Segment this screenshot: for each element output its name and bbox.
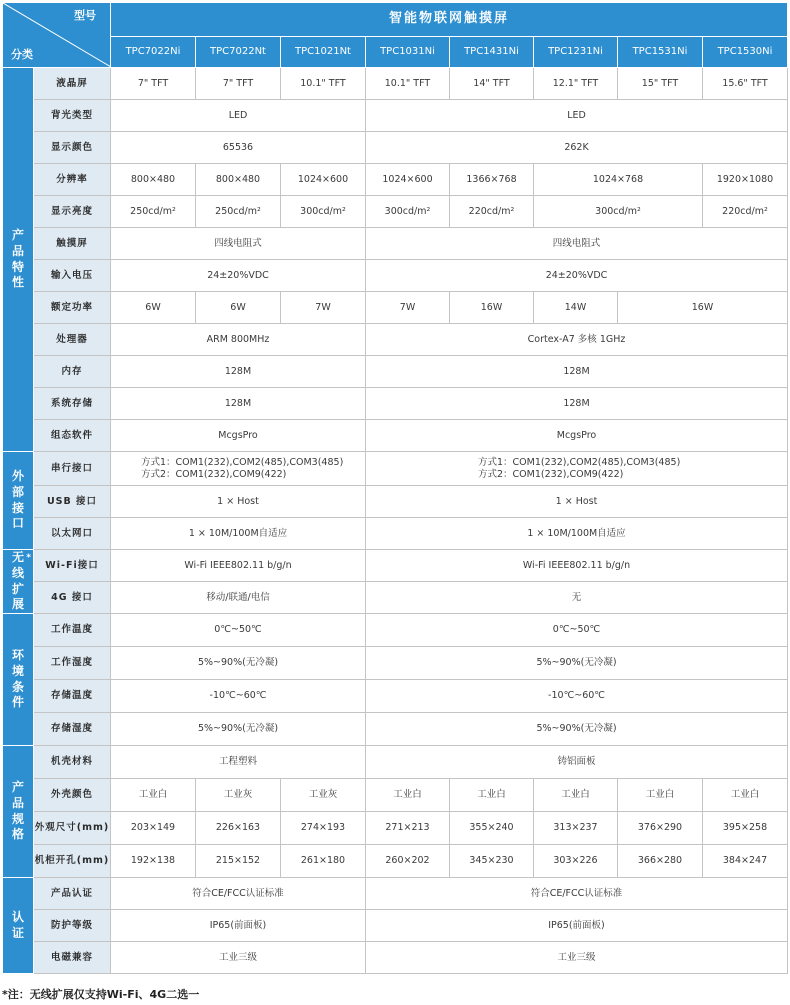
row-label: 液晶屏 (34, 68, 111, 100)
cell: 1366×768 (450, 164, 534, 196)
cell: 1 × 10M/100M自适应 (111, 518, 366, 550)
cell (111, 452, 366, 486)
row-label: 电磁兼容 (34, 942, 111, 974)
cell: McgsPro (366, 420, 788, 452)
model-row (3, 37, 788, 68)
category-cert: 认证 (3, 878, 34, 974)
row-4g (3, 582, 788, 614)
cell: LED (111, 100, 366, 132)
row-work-humidity (3, 647, 788, 680)
cell: 6W (196, 292, 281, 324)
cell: 128M (111, 388, 366, 420)
cell: 300cd/m² (281, 196, 366, 228)
cell: 15" TFT (618, 68, 703, 100)
serial-mode-2: 方式2：COM1(232),COM9(422) (141, 468, 287, 480)
cell: 7W (366, 292, 450, 324)
row-label: 背光类型 (34, 100, 111, 132)
cell: 5%~90%(无冷凝) (111, 713, 366, 746)
row-dimensions (3, 812, 788, 845)
cell: 无 (366, 582, 788, 614)
header-row (3, 3, 788, 37)
row-cpu (3, 324, 788, 356)
cell: 128M (111, 356, 366, 388)
model-name: TPC1531Ni (618, 37, 703, 68)
row-backlight (3, 100, 788, 132)
serial-mode-1: 方式1：COM1(232),COM2(485),COM3(485) (478, 456, 681, 468)
row-label: 外壳颜色 (34, 779, 111, 812)
cell: 203×149 (111, 812, 196, 845)
cell: 313×237 (534, 812, 618, 845)
row-brightness (3, 196, 788, 228)
cell: 7W (281, 292, 366, 324)
row-label: 内存 (34, 356, 111, 388)
row-label: 防护等级 (34, 910, 111, 942)
row-store-temp (3, 680, 788, 713)
cell: 移动/联通/电信 (111, 582, 366, 614)
cell: 16W (450, 292, 534, 324)
cell: 220cd/m² (450, 196, 534, 228)
cell: 符合CE/FCC认证标准 (111, 878, 366, 910)
cell: Cortex-A7 多核 1GHz (366, 324, 788, 356)
model-name: TPC1021Nt (281, 37, 366, 68)
row-resolution (3, 164, 788, 196)
cell: 工程塑料 (111, 746, 366, 779)
row-serial (3, 452, 788, 486)
cell: 5%~90%(无冷凝) (366, 647, 788, 680)
serial-mode-2: 方式2：COM1(232),COM9(422) (478, 468, 624, 480)
serial-mode-1: 方式1：COM1(232),COM2(485),COM3(485) (141, 456, 344, 468)
row-label: 机柜开孔(mm) (34, 845, 111, 878)
cell: ARM 800MHz (111, 324, 366, 356)
model-name: TPC1530Ni (703, 37, 788, 68)
row-color (3, 779, 788, 812)
cell: 384×247 (703, 845, 788, 878)
cell: 376×290 (618, 812, 703, 845)
cell: 工业三级 (111, 942, 366, 974)
cell: 1024×600 (281, 164, 366, 196)
cell: -10℃~60℃ (366, 680, 788, 713)
model-name: TPC1231Ni (534, 37, 618, 68)
row-usb (3, 486, 788, 518)
row-cutout (3, 845, 788, 878)
row-cert (3, 878, 788, 910)
table-title: 智能物联网触摸屏 (111, 3, 788, 37)
cell: 7" TFT (196, 68, 281, 100)
model-label: 型号 (74, 9, 96, 22)
cell: 300cd/m² (366, 196, 450, 228)
cell: 四线电阻式 (111, 228, 366, 260)
row-label: 系统存储 (34, 388, 111, 420)
row-voltage (3, 260, 788, 292)
cell: 工业白 (534, 779, 618, 812)
cell: 250cd/m² (111, 196, 196, 228)
cell: 261×180 (281, 845, 366, 878)
row-label: 显示颜色 (34, 132, 111, 164)
cell: 工业白 (450, 779, 534, 812)
cell: 226×163 (196, 812, 281, 845)
cell: 铸铝面板 (366, 746, 788, 779)
row-label: 触摸屏 (34, 228, 111, 260)
cell: 366×280 (618, 845, 703, 878)
row-label: 额定功率 (34, 292, 111, 324)
row-label: 工作湿度 (34, 647, 111, 680)
footnote-mark: * (26, 553, 31, 563)
row-label: 处理器 (34, 324, 111, 356)
cell: 工业白 (111, 779, 196, 812)
cell: LED (366, 100, 788, 132)
cell: 12.1" TFT (534, 68, 618, 100)
cell: 271×213 (366, 812, 450, 845)
cell: 5%~90%(无冷凝) (111, 647, 366, 680)
model-name: TPC1431Ni (450, 37, 534, 68)
cell: 工业白 (618, 779, 703, 812)
cell: 395×258 (703, 812, 788, 845)
cell: 15.6" TFT (703, 68, 788, 100)
cell: Wi-Fi IEEE802.11 b/g/n (111, 550, 366, 582)
cell: 1024×600 (366, 164, 450, 196)
row-emc (3, 942, 788, 974)
row-label: 产品认证 (34, 878, 111, 910)
row-colors (3, 132, 788, 164)
cell: 工业灰 (196, 779, 281, 812)
cell: 800×480 (111, 164, 196, 196)
row-wifi (3, 550, 788, 582)
row-ethernet (3, 518, 788, 550)
cell: 300cd/m² (534, 196, 703, 228)
category-product: 产品特性 (3, 68, 34, 452)
category-wireless (3, 550, 34, 614)
cell: 260×202 (366, 845, 450, 878)
cell: 16W (618, 292, 788, 324)
cell: IP65(前面板) (111, 910, 366, 942)
cell: 65536 (111, 132, 366, 164)
cell: 工业白 (703, 779, 788, 812)
footnote: *注：无线扩展仅支持Wi-Fi、4G二选一 (2, 988, 200, 1001)
cell: 0℃~50℃ (366, 614, 788, 647)
model-name: TPC7022Ni (111, 37, 196, 68)
cell: 5%~90%(无冷凝) (366, 713, 788, 746)
cell: 220cd/m² (703, 196, 788, 228)
cell: 14W (534, 292, 618, 324)
category-env: 环境条件 (3, 614, 34, 746)
cell: 303×226 (534, 845, 618, 878)
cell: 工业三级 (366, 942, 788, 974)
wireless-label: 无线扩展 (11, 550, 24, 612)
cell: 128M (366, 388, 788, 420)
cell: 6W (111, 292, 196, 324)
category-spec: 产品规格 (3, 746, 34, 878)
row-label: 存储温度 (34, 680, 111, 713)
row-label: 外观尺寸(mm) (34, 812, 111, 845)
model-name: TPC1031Ni (366, 37, 450, 68)
row-label: 存储湿度 (34, 713, 111, 746)
cell: 工业灰 (281, 779, 366, 812)
cell: 800×480 (196, 164, 281, 196)
row-protection (3, 910, 788, 942)
row-label: 工作温度 (34, 614, 111, 647)
cell: 1 × 10M/100M自适应 (366, 518, 788, 550)
cell: 1920×1080 (703, 164, 788, 196)
header-corner (3, 3, 111, 68)
cell: 215×152 (196, 845, 281, 878)
cell: 24±20%VDC (111, 260, 366, 292)
row-storage (3, 388, 788, 420)
cell: 1 × Host (111, 486, 366, 518)
cell: 工业白 (366, 779, 450, 812)
row-memory (3, 356, 788, 388)
cell: 14" TFT (450, 68, 534, 100)
cell: -10℃~60℃ (111, 680, 366, 713)
cell: 192×138 (111, 845, 196, 878)
row-label: USB 接口 (34, 486, 111, 518)
cell: 四线电阻式 (366, 228, 788, 260)
cell: 250cd/m² (196, 196, 281, 228)
cell: 符合CE/FCC认证标准 (366, 878, 788, 910)
row-work-temp (3, 614, 788, 647)
row-label: 显示亮度 (34, 196, 111, 228)
spec-table (2, 2, 788, 974)
cell: 7" TFT (111, 68, 196, 100)
cell: 262K (366, 132, 788, 164)
category-label: 分类 (11, 48, 33, 62)
row-label: 分辨率 (34, 164, 111, 196)
row-store-humidity (3, 713, 788, 746)
cell: 128M (366, 356, 788, 388)
row-label: 4G 接口 (34, 582, 111, 614)
category-external: 外部接口 (3, 452, 34, 550)
row-label: 串行接口 (34, 452, 111, 486)
row-label: 组态软件 (34, 420, 111, 452)
row-power (3, 292, 788, 324)
model-name: TPC7022Nt (196, 37, 281, 68)
row-software (3, 420, 788, 452)
row-lcd (3, 68, 788, 100)
cell: 24±20%VDC (366, 260, 788, 292)
cell: 10.1" TFT (366, 68, 450, 100)
cell: McgsPro (111, 420, 366, 452)
cell: 1024×768 (534, 164, 703, 196)
cell: 10.1" TFT (281, 68, 366, 100)
cell: 274×193 (281, 812, 366, 845)
row-label: 机壳材料 (34, 746, 111, 779)
row-housing (3, 746, 788, 779)
cell: 1 × Host (366, 486, 788, 518)
cell: IP65(前面板) (366, 910, 788, 942)
row-label: Wi-Fi接口 (34, 550, 111, 582)
cell (366, 452, 788, 486)
cell: 0℃~50℃ (111, 614, 366, 647)
cell: 345×230 (450, 845, 534, 878)
cell: Wi-Fi IEEE802.11 b/g/n (366, 550, 788, 582)
cell: 355×240 (450, 812, 534, 845)
row-touch (3, 228, 788, 260)
row-label: 输入电压 (34, 260, 111, 292)
row-label: 以太网口 (34, 518, 111, 550)
